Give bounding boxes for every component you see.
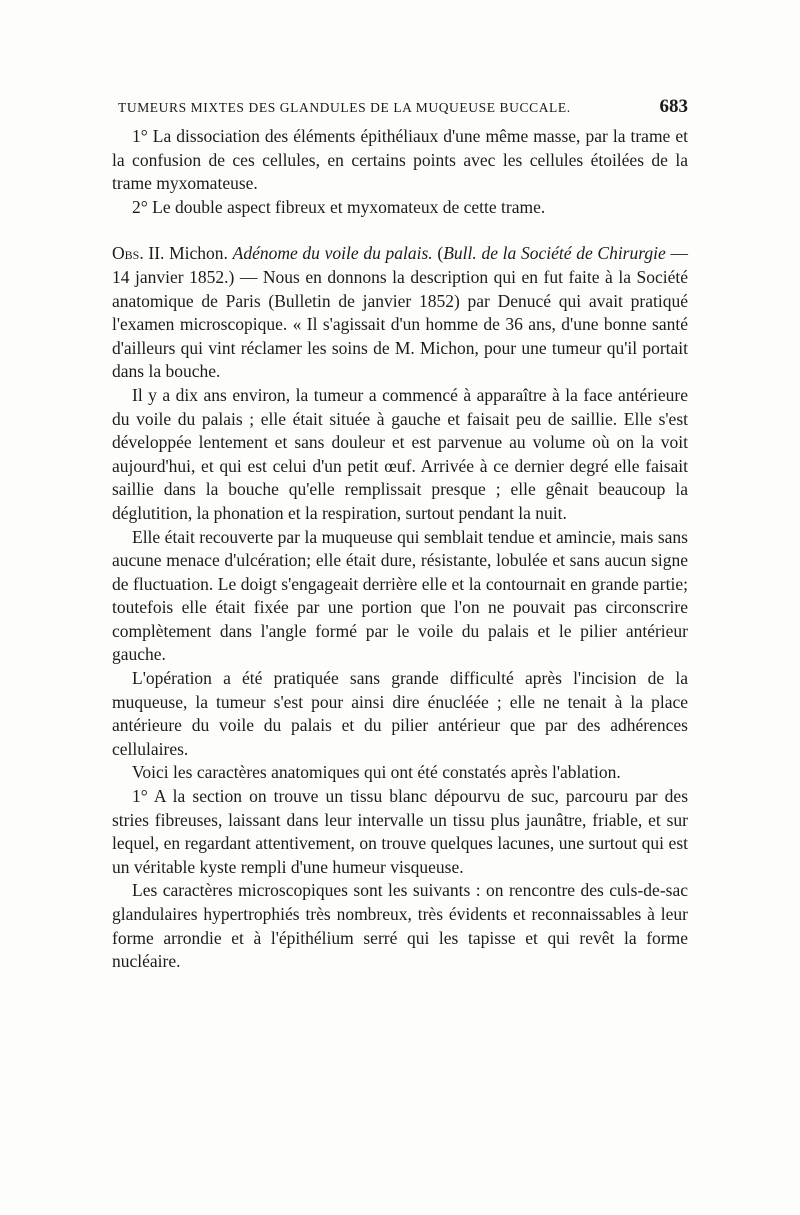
paragraph-operation: L'opération a été pratiquée sans grande difficulté après l'incision de la muqueuse, la tumeur s'est pour ainsi dire énucléée ; elle ne tenait à la place antérieure du voile du palais et du pilier antérieur que par des adhérences cellulaires.	[112, 668, 688, 759]
running-head: TUMEURS MIXTES DES GLANDULES DE LA MUQUEUSE BUCCALE.	[118, 100, 571, 115]
paragraph-dissociation: 1° La dissociation des éléments épithéliaux d'une même masse, par la trame et la confusion de ces cellules, en certains points avec les cellules étoilées de la trame myxomateuse.	[112, 126, 688, 194]
page-header	[112, 96, 688, 120]
observation-title: Adénome du voile du palais.	[232, 243, 433, 264]
observation-label: Obs. II.	[112, 243, 165, 264]
observation-ref-open: (	[432, 243, 444, 264]
paragraph-anatomic-intro: Voici les caractères anatomiques qui ont été constatés après l'ablation.	[132, 762, 621, 783]
observation-text: — 14 janvier 1852.) — Nous en donnons la description qui en fut faite à la Société anatomique de Paris (Bulletin de janvier 1852) par Denucé qui avait pratiqué l'examen microscopique. « Il s'agissait d'un homme de 36 ans, d'une bonne santé d'ailleurs qui vint réclamer les soins de M. Michon, pour une tumeur qu'il portait dans la bouche.	[112, 243, 688, 382]
paragraph-observation	[112, 242, 688, 384]
body-text	[112, 125, 688, 974]
paragraph-history: Il y a dix ans environ, la tumeur a commencé à apparaître à la face antérieure du voile du palais ; elle était située à gauche et faisait peu de saillie. Elle s'est développée lentement et sans douleur et est parvenue au volume où on la voit aujourd'hui, et qui est celui d'un petit œuf. Arrivée à ce dernier degré elle faisait saillie dans la bouche qu'elle remplissait presque ; elle gênait beaucoup la déglutition, la phonation et la respiration, surtout pendant la nuit.	[112, 384, 688, 523]
page-number: 683	[659, 96, 688, 117]
paragraph-section: 1° A la section on trouve un tissu blanc dépourvu de suc, parcouru par des stries fibreuses, laissant dans leur intervalle un tissu plus jaunâtre, friable, et sur lequel, en regardant attentivement, on trouve quelques lacunes, une surtout qui est un véritable kyste rempli d'une humeur visqueuse.	[112, 786, 688, 877]
paragraph-microscopic: Les caractères microscopiques sont les suivants : on rencontre des culs-de-sac glandulaires hypertrophiés très nombreux, très évidents et reconnaissables à leur forme arrondie et à l'épithélium serré qui les tapisse et qui revêt la forme nucléaire.	[112, 880, 688, 972]
observation-author: Michon.	[164, 243, 233, 264]
observation-journal: Bull. de la Société de Chirurgie	[443, 243, 666, 264]
paragraph-examination: Elle était recouverte par la muqueuse qui semblait tendue et amincie, mais sans aucune menace d'ulcération; elle était dure, résistante, lobulée et sans aucun signe de fluctuation. Le doigt s'engageait derrière elle et la contournait en grande partie; toutefois elle était fixée par une portion que l'on ne pouvait pas circonscrire complètement dans l'angle formé par le voile du palais et le pilier antérieur gauche.	[112, 526, 688, 665]
paragraph-double-aspect: 2° Le double aspect fibreux et myxomateux de cette trame.	[132, 196, 546, 217]
